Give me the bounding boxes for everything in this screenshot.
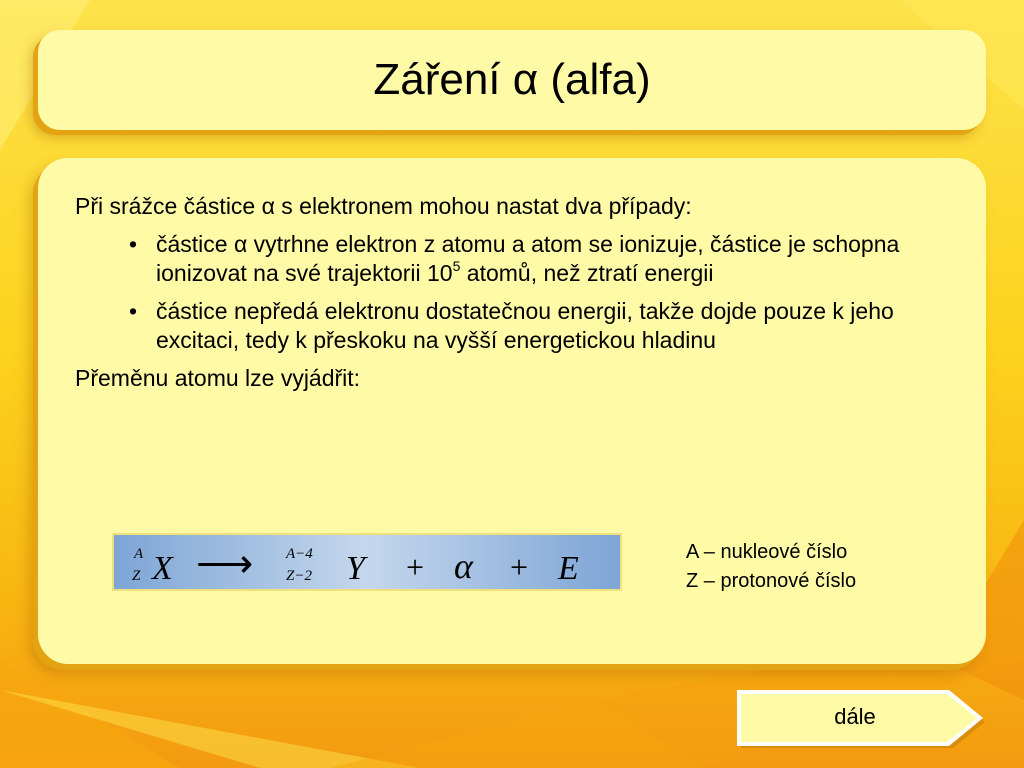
legend-mass-number: A – nukleové číslo — [686, 541, 848, 563]
alpha-symbol: α — [454, 546, 473, 586]
arrow-icon: ⟶ — [196, 541, 254, 586]
legend — [686, 538, 856, 596]
daughter-symbol: Y — [346, 550, 365, 587]
bullet-text-before: částice α vytrhne elektron z atomu a atom se ionizuje, částice je schopna ionizovat na své trajektorii 10 — [156, 231, 900, 286]
energy-symbol: E — [558, 550, 579, 587]
plus-sign: + — [406, 549, 425, 585]
daughter-atomic-number: Z−2 — [286, 568, 312, 584]
legend-proton-number: Z – protonové číslo — [686, 570, 857, 592]
equation-graphic — [114, 535, 620, 589]
parent-atomic-number: Z — [132, 568, 141, 584]
bullet-item-ionization — [75, 230, 931, 288]
slide-title: Záření α (alfa) — [373, 55, 651, 104]
bullet-text-after: atomů, než ztratí energii — [460, 260, 714, 286]
parent-mass-number: A — [134, 546, 144, 562]
title-panel — [38, 30, 986, 130]
bullet-marker: • — [129, 298, 138, 324]
bullet-text: částice nepředá elektronu dostatečnou energii, takže dojde pouze k jeho excitaci, tedy k přeskoku na vyšší energetickou hladinu — [156, 298, 894, 353]
bullet-marker: • — [129, 231, 138, 257]
slide-body — [75, 192, 955, 393]
daughter-mass-number: A−4 — [286, 546, 313, 562]
outro-text: Přeměnu atomu lze vyjádřit: — [75, 365, 361, 391]
decay-equation — [112, 533, 622, 591]
plus-sign: + — [510, 549, 529, 585]
bullet-item-excitation — [75, 297, 931, 355]
bullet-list — [75, 230, 955, 355]
next-button-label: dále — [834, 704, 876, 729]
exponent: 5 — [452, 258, 461, 275]
parent-symbol: X — [152, 550, 173, 587]
next-button[interactable] — [737, 688, 991, 750]
intro-text: Při srážce částice α s elektronem mohou nastat dva případy: — [75, 193, 692, 219]
